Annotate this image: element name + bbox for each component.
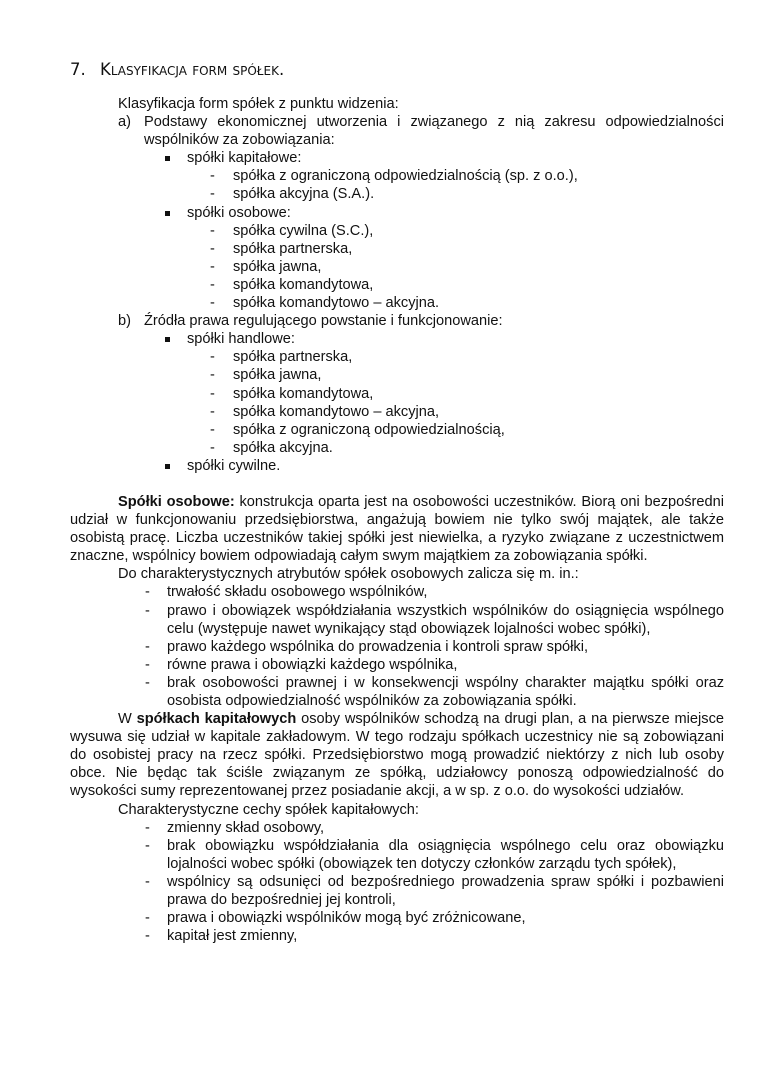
bullet-item: spółki kapitałowe: <box>70 149 724 167</box>
section-b <box>70 312 724 330</box>
dash-item: - spółka partnerska, <box>210 349 353 366</box>
section-a <box>70 113 724 149</box>
square-bullet-icon <box>165 156 170 161</box>
dash-item: - trwałość składu osobowego wspólników, <box>145 584 428 601</box>
bullet-item: spółki handlowe: <box>70 330 724 348</box>
dash-item: - spółka komandytowa, <box>210 385 374 402</box>
dash-item: - spółka komandytowo – akcyjna. <box>210 295 440 312</box>
dash-item: - spółka cywilna (S.C.), <box>210 222 374 239</box>
kapitalowe-paragraph: W spółkach kapitałowych osoby wspólników schodzą na drugi plan, a na pierwsze miejsce wysuwa się udział w kapitale zakładowym. W tego rodzaju spółkach uczestnicy nie są zobowiązani do osobistej pracy na rzecz spółki. Przedsiębiorstwo mogą prowadzić niektórzy z nich lub osoby obce. Nie będąc tak ściśle związanym ze spółką, udziałowcy ponoszą odpowiedzialność do wysokości sumy reprezentowanej przez posiadanie akcji, a w sp. z o.o. do wysokości udziałów. <box>70 711 724 800</box>
dash-item: - spółka partnerska, <box>210 240 353 257</box>
kapitalowe-features-intro: Charakterystyczne cechy spółek kapitałowych: <box>118 801 419 818</box>
square-bullet-icon <box>165 464 170 469</box>
section-b-text: Źródła prawa regulującego powstanie i funkcjonowanie: <box>144 313 503 330</box>
dash-item: - prawo i obowiązek współdziałania wszystkich wspólników do osiągnięcia wspólnego celu (występuje nawet wynikający stąd obowiązek lojalności wobec spółki), <box>145 602 724 637</box>
osobowe-paragraph: Spółki osobowe: konstrukcja oparta jest na osobowości uczestników. Biorą oni bezpośredni udział w funkcjonowaniu przedsiębiorstwa, angażują bowiem nie tylko swój majątek, ale także osobistą pracę. Liczba uczestników takiej spółki jest niewielka, a ryzyko związane z uczestnictwem znaczne, wspólnicy bowiem odpowiadają całym swym majątkiem za zobowiązania spółki. <box>70 493 724 565</box>
dash-item: - wspólnicy są odsunięci od bezpośredniego prowadzenia spraw spółki i pozbawieni prawa do bezpośredniej jej kontroli, <box>145 873 724 909</box>
square-bullet-icon <box>165 211 170 216</box>
section-a-marker: a) <box>118 114 131 131</box>
section-heading <box>70 60 284 79</box>
bullet-item: spółki osobowe: <box>70 204 724 222</box>
dash-item: - spółka jawna, <box>210 258 322 275</box>
dash-item: - brak obowiązku współdziałania dla osiągnięcia wspólnego celu oraz obowiązku lojalności wobec spółki (obowiązek ten dotyczy członków zarządu tych spółek), <box>145 837 724 872</box>
dash-item: - zmienny skład osobowy, <box>145 819 325 836</box>
dash-item: - spółka akcyjna (S.A.). <box>210 186 375 203</box>
dash-item: - spółka jawna, <box>210 367 322 384</box>
osobowe-term: Spółki osobowe: <box>118 493 235 510</box>
osobowe-attrs-intro: Do charakterystycznych atrybutów spółek osobowych zalicza się m. in.: <box>118 566 579 583</box>
section-a-text: Podstawy ekonomicznej utworzenia i związanego z nią zakresu odpowiedzialności wspólników za zobowiązania: <box>144 114 724 149</box>
dash-item: - kapitał jest zmienny, <box>145 928 298 945</box>
square-bullet-icon <box>165 337 170 342</box>
heading-title: Klasyfikacja form spółek. <box>100 60 285 79</box>
heading-number: 7. <box>70 60 86 79</box>
dash-item: - spółka komandytowo – akcyjna, <box>210 403 440 420</box>
dash-item: - prawa i obowiązki wspólników mogą być zróżnicowane, <box>145 910 526 927</box>
dash-item: - spółka akcyjna. <box>210 439 333 456</box>
document-body <box>70 95 724 945</box>
dash-item: - spółka komandytowa, <box>210 276 374 293</box>
section-b-marker: b) <box>118 313 131 330</box>
dash-item: - równe prawa i obowiązki każdego wspólnika, <box>145 656 458 673</box>
dash-item: - spółka z ograniczoną odpowiedzialnością, <box>210 421 505 438</box>
intro-line: Klasyfikacja form spółek z punktu widzenia: <box>118 96 399 112</box>
bullet-item: spółki cywilne. <box>70 457 724 475</box>
dash-item: - prawo każdego wspólnika do prowadzenia i kontroli spraw spółki, <box>145 638 589 655</box>
dash-item: - spółka z ograniczoną odpowiedzialnością (sp. z o.o.), <box>210 168 578 185</box>
dash-item: - brak osobowości prawnej i w konsekwencji wspólny charakter majątku spółki oraz osobista odpowiedzialność wspólników za zobowiązania spółki. <box>145 674 724 709</box>
kapitalowe-term: spółkach kapitałowych <box>136 711 297 728</box>
